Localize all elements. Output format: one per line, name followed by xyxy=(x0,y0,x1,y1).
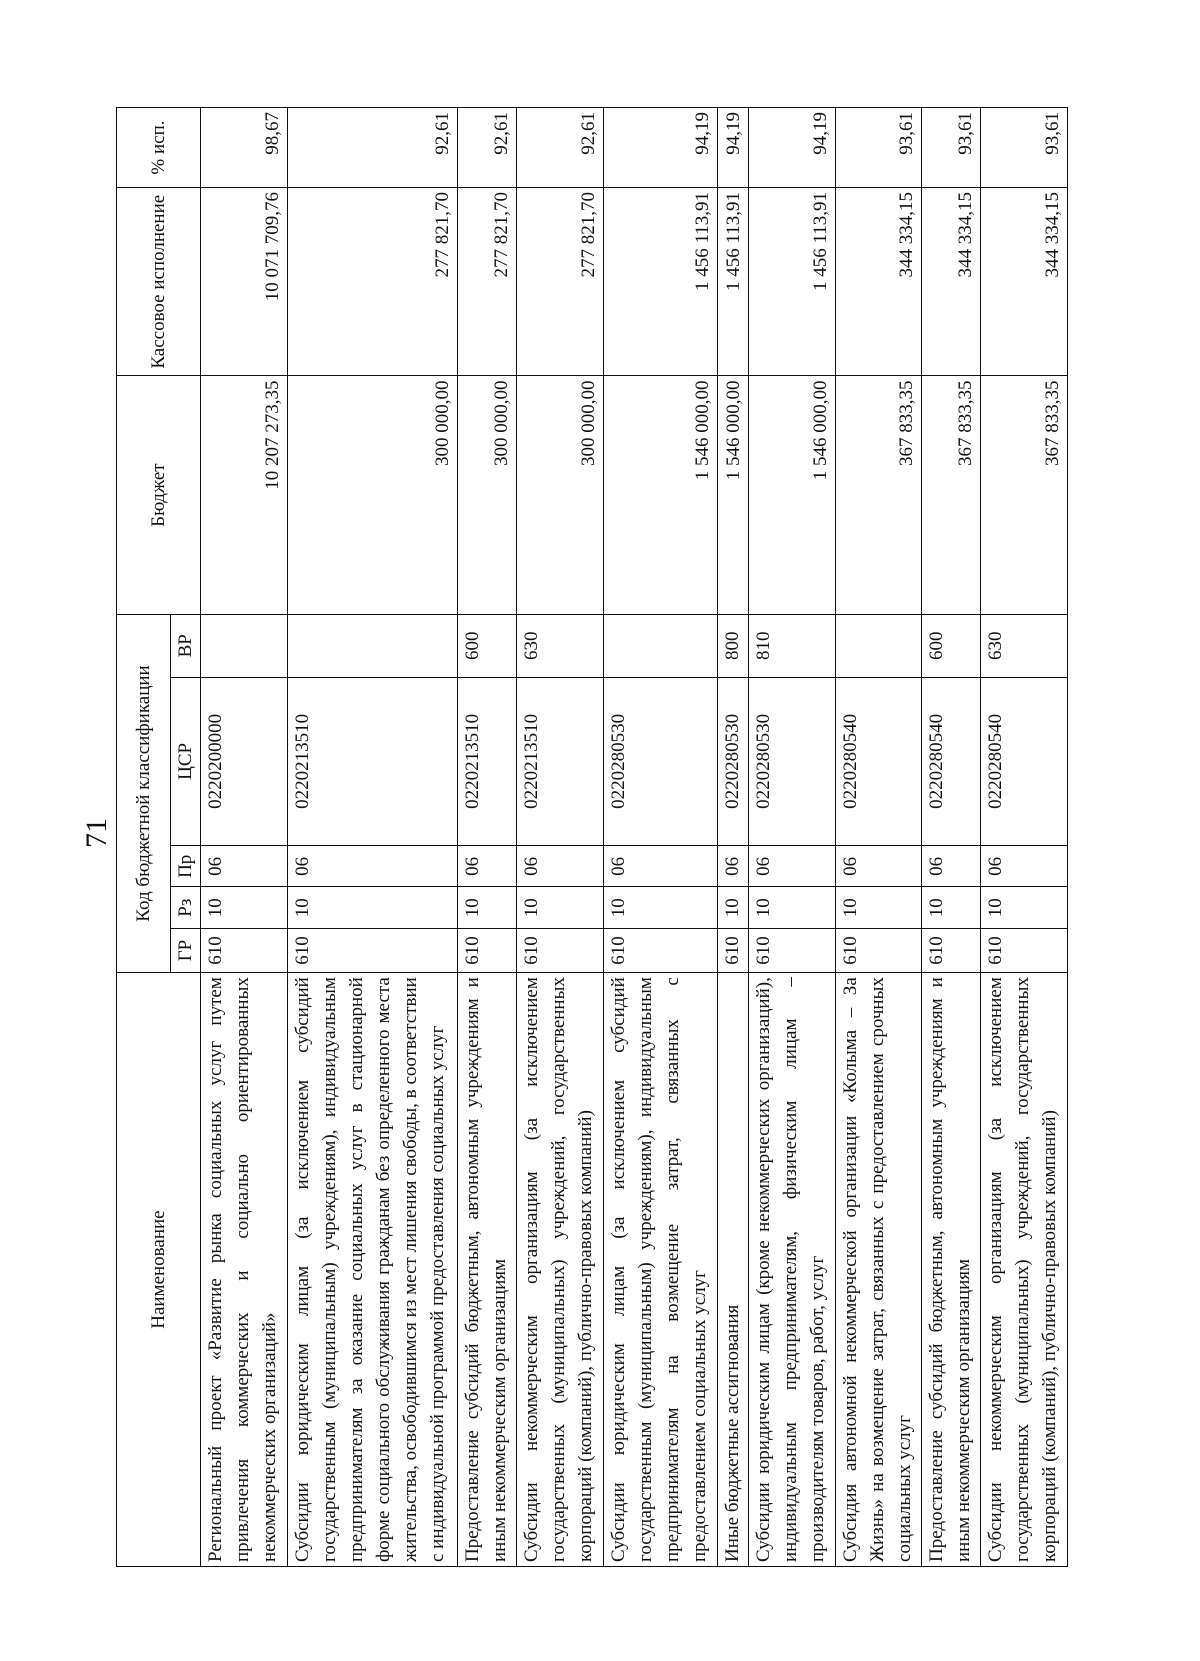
row-budget: 367 833,35 xyxy=(922,376,981,614)
row-percent: 92,61 xyxy=(457,108,516,188)
row-pr: 06 xyxy=(516,846,603,887)
row-percent: 93,61 xyxy=(835,108,922,188)
row-gr: 610 xyxy=(749,928,836,972)
header-csr: ЦСР xyxy=(171,677,201,845)
row-gr: 610 xyxy=(457,928,516,972)
row-pr: 06 xyxy=(718,846,749,887)
row-name: Субсидии юридическим лицам (за исключением субсидий государственным (муниципальным) учреждениям), индивидуальным предпринимателям на возмещение затрат, связанных с предоставлением социальных услуг xyxy=(603,973,718,1567)
row-vr: 800 xyxy=(718,614,749,677)
row-pr: 06 xyxy=(749,846,836,887)
row-percent: 94,19 xyxy=(749,108,836,188)
row-percent: 93,61 xyxy=(922,108,981,188)
row-gr: 610 xyxy=(835,928,922,972)
row-name: Субсидии юридическим лицам (за исключением субсидий государственным (муниципальным) учреждениям), индивидуальным предпринимателям за оказание социальных услуг в стационарной форме социального обслуживания гражданам без определенного места жительства, освободившимся из мест лишения свободы, в соответствии с индивидуальной программой предоставления социальных услуг xyxy=(287,973,457,1567)
row-vr xyxy=(287,614,457,677)
row-pr: 06 xyxy=(835,846,922,887)
row-csr: 0220200000 xyxy=(201,677,288,845)
row-rz: 10 xyxy=(201,887,288,928)
header-code-group: Код бюджетной классификации xyxy=(117,614,171,972)
row-execution: 277 821,70 xyxy=(457,188,516,376)
table-row xyxy=(457,108,516,1567)
row-csr: 0220280530 xyxy=(718,677,749,845)
rotated-page xyxy=(116,107,1068,1567)
row-vr: 600 xyxy=(922,614,981,677)
row-vr xyxy=(603,614,718,677)
row-csr: 0220280540 xyxy=(922,677,981,845)
row-budget: 367 833,35 xyxy=(835,376,922,614)
row-percent: 93,61 xyxy=(981,108,1068,188)
row-rz: 10 xyxy=(981,887,1068,928)
row-execution: 344 334,15 xyxy=(981,188,1068,376)
row-rz: 10 xyxy=(718,887,749,928)
row-gr: 610 xyxy=(922,928,981,972)
budget-table xyxy=(116,107,1068,1567)
table-row xyxy=(516,108,603,1567)
table-row xyxy=(981,108,1068,1567)
row-gr: 610 xyxy=(287,928,457,972)
row-execution: 10 071 709,76 xyxy=(201,188,288,376)
row-percent: 94,19 xyxy=(718,108,749,188)
row-vr: 810 xyxy=(749,614,836,677)
header-vr: ВР xyxy=(171,614,201,677)
row-gr: 610 xyxy=(516,928,603,972)
table-row xyxy=(718,108,749,1567)
row-name: Субсидии некоммерческим организациям (за исключением государственных (муниципальных) учреждений, государственных корпораций (компаний), публично-правовых компаний) xyxy=(981,973,1068,1567)
header-pr: Пр xyxy=(171,846,201,887)
row-pr: 06 xyxy=(457,846,516,887)
row-gr: 610 xyxy=(981,928,1068,972)
row-percent: 98,67 xyxy=(201,108,288,188)
row-rz: 10 xyxy=(287,887,457,928)
row-name: Субсидии юридическим лицам (кроме некоммерческих организаций), индивидуальным предпринимателям, физическим лицам – производителям товаров, работ, услуг xyxy=(749,973,836,1567)
row-pr: 06 xyxy=(981,846,1068,887)
row-pr: 06 xyxy=(922,846,981,887)
row-vr: 630 xyxy=(516,614,603,677)
row-execution: 1 456 113,91 xyxy=(718,188,749,376)
header-rz: Рз xyxy=(171,887,201,928)
row-rz: 10 xyxy=(749,887,836,928)
row-gr: 610 xyxy=(718,928,749,972)
row-budget: 367 833,35 xyxy=(981,376,1068,614)
row-budget: 1 546 000,00 xyxy=(749,376,836,614)
row-execution: 1 456 113,91 xyxy=(603,188,718,376)
row-name: Предоставление субсидий бюджетным, автономным учреждениям и иным некоммерческим организациям xyxy=(922,973,981,1567)
row-vr: 630 xyxy=(981,614,1068,677)
row-name: Предоставление субсидий бюджетным, автономным учреждениям и иным некоммерческим организациям xyxy=(457,973,516,1567)
header-budget: Бюджет xyxy=(117,376,201,614)
header-name: Наименование xyxy=(117,973,201,1567)
row-percent: 92,61 xyxy=(516,108,603,188)
header-gr: ГР xyxy=(171,928,201,972)
row-budget: 1 546 000,00 xyxy=(718,376,749,614)
row-pr: 06 xyxy=(201,846,288,887)
row-name: Региональный проект «Развитие рынка социальных услуг путем привлечения коммерческих и социально ориентированных некоммерческих организаций» xyxy=(201,973,288,1567)
row-pr: 06 xyxy=(287,846,457,887)
row-vr xyxy=(835,614,922,677)
row-csr: 0220280530 xyxy=(603,677,718,845)
row-csr: 0220280540 xyxy=(981,677,1068,845)
row-budget: 300 000,00 xyxy=(516,376,603,614)
row-execution: 344 334,15 xyxy=(835,188,922,376)
row-percent: 94,19 xyxy=(603,108,718,188)
table-row xyxy=(201,108,288,1567)
row-name: Иные бюджетные ассигнования xyxy=(718,973,749,1567)
row-percent: 92,61 xyxy=(287,108,457,188)
row-rz: 10 xyxy=(603,887,718,928)
page-number: 71 xyxy=(80,818,113,848)
row-budget: 1 546 000,00 xyxy=(603,376,718,614)
table-row xyxy=(749,108,836,1567)
row-gr: 610 xyxy=(603,928,718,972)
row-budget: 300 000,00 xyxy=(287,376,457,614)
row-execution: 344 334,15 xyxy=(922,188,981,376)
header-execution: Кассовое исполнение xyxy=(117,188,201,376)
row-rz: 10 xyxy=(516,887,603,928)
row-name: Субсидии некоммерческим организациям (за исключением государственных (муниципальных) учреждений, государственных корпораций (компаний), публично-правовых компаний) xyxy=(516,973,603,1567)
row-pr: 06 xyxy=(603,846,718,887)
table-row xyxy=(603,108,718,1567)
row-csr: 0220280530 xyxy=(749,677,836,845)
row-name: Субсидия автономной некоммерческой организации «Колыма – За Жизнь» на возмещение затрат, связанных с предоставлением срочных социальных услуг xyxy=(835,973,922,1567)
row-csr: 0220280540 xyxy=(835,677,922,845)
table-row xyxy=(287,108,457,1567)
row-csr: 0220213510 xyxy=(516,677,603,845)
table-row xyxy=(835,108,922,1567)
row-vr xyxy=(201,614,288,677)
row-rz: 10 xyxy=(457,887,516,928)
row-csr: 0220213510 xyxy=(287,677,457,845)
header-percent: % исп. xyxy=(117,108,201,188)
row-budget: 300 000,00 xyxy=(457,376,516,614)
row-gr: 610 xyxy=(201,928,288,972)
row-vr: 600 xyxy=(457,614,516,677)
row-execution: 277 821,70 xyxy=(516,188,603,376)
row-execution: 1 456 113,91 xyxy=(749,188,836,376)
table-row xyxy=(922,108,981,1567)
row-rz: 10 xyxy=(922,887,981,928)
row-execution: 277 821,70 xyxy=(287,188,457,376)
row-csr: 0220213510 xyxy=(457,677,516,845)
row-budget: 10 207 273,35 xyxy=(201,376,288,614)
row-rz: 10 xyxy=(835,887,922,928)
